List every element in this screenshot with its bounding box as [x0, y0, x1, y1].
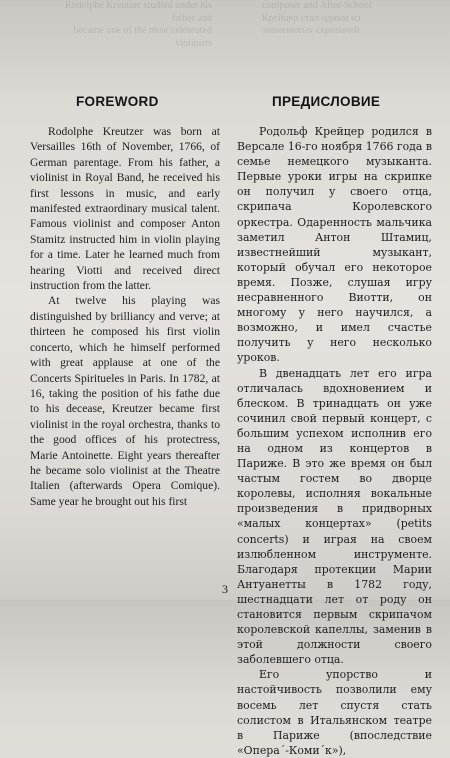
- russian-paragraph: Его упорство и настойчивость позволили ему восемь лет спустя стать солистом в Итальянском театре в Париже (впоследствие «Операˊ-Комиˊк»),: [237, 668, 432, 757]
- bleed-through-text-left: Rodolphe Kreutzer studied under his father and became one of the most celebrated violinists: [64, 0, 212, 49]
- russian-paragraph: В двенадцать лет его игра отличалась вдохновением и блеском. В тринадцать он уже сочинил свой первый концерт, с большим успехом исполнив его на одном из концертов в Париже. В это же время он был частым гостем во дворце королевы, исполняя вокальные произведения в придворных «малых концертах» (petits concerts) и играя на своем излюбленном инструменте. Благодаря протекции Марии Антуанетты в 1782 году, шестнадцати лет от роду он становится первым скрипачом королевской капеллы, заменив в этой должности своего заболевшего отца.: [237, 366, 432, 667]
- english-column: [30, 124, 220, 509]
- english-paragraph: Rodolphe Kreutzer was born at Versailles 16th of November, 1766, of German parentage. From his father, a violinist in Royal Band, he received his first lessons in music, and early manifested extraordinary musical talent. Famous violinist and composer Anton Stamitz instructed him in violin playing for a time. Later he learned much from hearing Viotti and received direct instruction from the latter.: [30, 125, 220, 293]
- english-paragraph: At twelve his playing was distinguished by brilliancy and verve; at thirteen he composed his first violin concerto, which he himself performed with great applause at one of the Concerts Spiritueles in Paris. In 1782, at 16, taking the position of his fathe due to his decease, Kreutzer became first violinist in the royal orchestra, thanks to the good offices of his protectress, Marie Antoinette. Eight years thereafter he became solo violinist at the Theatre Italien (afterwards Opera Comique). Same year he brought out his first: [30, 294, 220, 508]
- bleed-through-text-right: composer and After-School Крейцер стал одним из знаменитых скрипачей: [262, 0, 372, 36]
- russian-paragraph: Родольф Крейцер родился в Версале 16-го ноября 1766 года в семье немецкого музыканта. Первые уроки игры на скрипке он получил у своего отца, скрипача Королевского оркестра. Одаренность мальчика заметил Антон Штамиц, известнейший музыкант, который обучал его некоторое время. Позже, слушая игру несравненного Виотти, он многому у него научился, а возможно, и имел счастье получить у него несколько уроков.: [237, 125, 432, 365]
- foreword-heading: FOREWORD: [76, 94, 159, 109]
- predislovie-heading: ПРЕДИСЛОВИЕ: [272, 94, 381, 109]
- russian-column: [237, 124, 432, 758]
- page-number: 3: [222, 582, 228, 596]
